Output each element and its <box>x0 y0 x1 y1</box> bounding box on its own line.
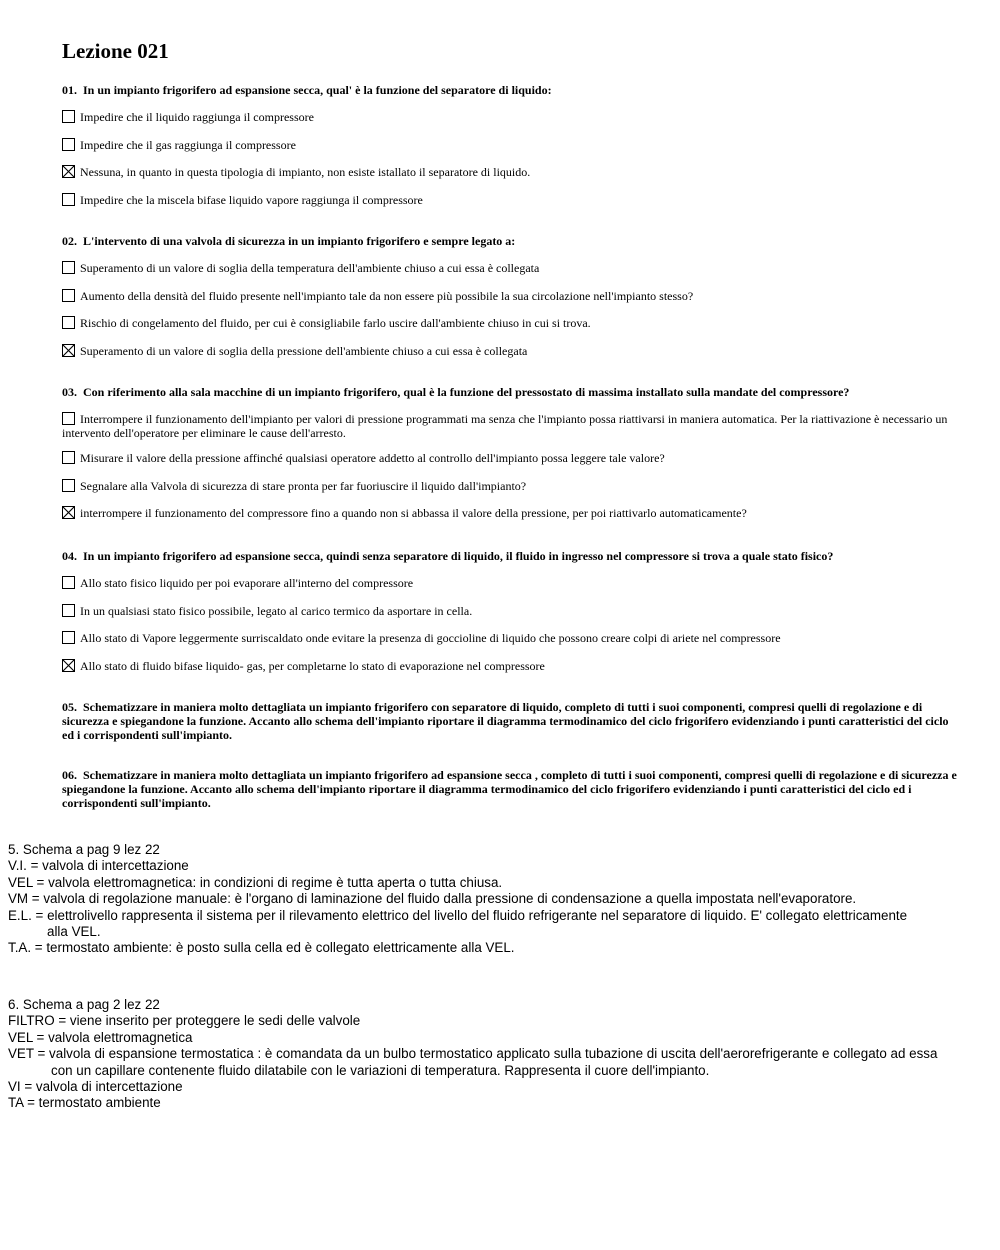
answer-option <box>62 412 962 440</box>
question-text <box>62 234 962 248</box>
note-line: VM = valvola di regolazione manuale: è l'organo di laminazione del fluido dalla pressione di condensazione a quella impostata nell'evaporatore. <box>8 891 857 907</box>
checkbox[interactable] <box>62 110 75 123</box>
option-label: Misurare il valore della pressione affinché qualsiasi operatore addetto al controllo dell'impianto possa leggere tale valore? <box>80 451 665 465</box>
checkbox[interactable] <box>62 604 75 617</box>
question-prompt: L'intervento di una valvola di sicurezza in un impianto frigorifero e sempre legato a: <box>83 234 516 248</box>
note-line: VEL = valvola elettromagnetica <box>8 1029 193 1045</box>
question-06 <box>62 768 962 823</box>
question-prompt: Con riferimento alla sala macchine di un impianto frigorifero, qual è la funzione del pressostato di massima installato sulla mandate del compressore? <box>83 385 850 399</box>
question-text <box>62 768 962 810</box>
option-label: Nessuna, in quanto in questa tipologia di impianto, non esiste istallato il separatore di liquido. <box>80 165 531 179</box>
option-label: Superamento di un valore di soglia della pressione dell'ambiente chiuso a cui essa è collegata <box>80 343 528 358</box>
answer-option <box>62 631 962 645</box>
cross-mark-icon <box>63 660 74 671</box>
checkbox[interactable] <box>62 479 75 492</box>
answer-option <box>62 193 962 207</box>
checkbox[interactable] <box>62 138 75 151</box>
question-number: 04. <box>62 549 77 563</box>
option-label: Aumento della densità del fluido presente nell'impianto tale da non essere più possibile la sua circolazione nell'impianto stesso? <box>80 288 694 303</box>
checkbox-checked[interactable] <box>62 659 75 672</box>
question-text <box>62 549 962 563</box>
cross-mark-icon <box>63 166 74 177</box>
note-line: V.I. = valvola di intercettazione <box>8 858 189 874</box>
checkbox-checked[interactable] <box>62 506 75 519</box>
question-number: 02. <box>62 234 77 248</box>
question-05 <box>62 700 962 755</box>
question-number: 01. <box>62 83 77 97</box>
option-label: Interrompere il funzionamento dell'impianto per valori di pressione programmati ma senza che l'impianto possa riattivarsi in maniera automatica. Per la riattivazione è necessario un intervento dell'operatore per eliminare le cause dell'arresto. <box>62 412 948 440</box>
question-prompt: In un impianto frigorifero ad espansione secca, qual' è la funzione del separatore di liquido: <box>83 83 552 97</box>
answer-option <box>62 604 962 618</box>
question-number: 06. <box>62 768 77 782</box>
answer-option <box>62 479 962 493</box>
cross-mark-icon <box>63 507 74 518</box>
note-line-continuation: alla VEL. <box>47 924 101 940</box>
checkbox-checked[interactable] <box>62 344 75 357</box>
question-04 <box>62 549 962 686</box>
question-number: 03. <box>62 385 77 399</box>
page-title: Lezione 021 <box>62 39 169 63</box>
checkbox[interactable] <box>62 316 75 329</box>
option-label: Allo stato fisico liquido per poi evaporare all'interno del compressore <box>80 576 414 590</box>
answer-option <box>62 165 962 179</box>
answer-option <box>62 659 962 673</box>
note-line: FILTRO = viene inserito per proteggere le sedi delle valvole <box>8 1013 361 1029</box>
notes-heading: 6. Schema a pag 2 lez 22 <box>8 997 160 1012</box>
cross-mark-icon <box>63 345 74 356</box>
answer-option <box>62 316 962 330</box>
note-line: T.A. = termostato ambiente: è posto sulla cella ed è collegato elettricamente alla VEL. <box>8 940 515 956</box>
question-text <box>62 83 962 97</box>
note-line: VEL = valvola elettromagnetica: in condizioni di regime è tutta aperta o tutta chiusa. <box>8 874 503 890</box>
question-text <box>62 700 962 742</box>
checkbox[interactable] <box>62 631 75 644</box>
checkbox[interactable] <box>62 576 75 589</box>
question-prompt: Schematizzare in maniera molto dettagliata un impianto frigorifero ad espansione secca , completo di tutti i suoi componenti, compresi quelli di regolazione e di sicurezza e spiegandone la funzione. Accanto allo schema dell'impianto riportare il diagramma termodinamico del ciclo frigorifero evidenziando i punti caratteristici del ciclo ed i corrispondenti sull'impianto. <box>62 768 957 810</box>
option-label: interrompere il funzionamento del compressore fino a quando non si abbassa il valore della pressione, per poi riattivarlo automaticamente? <box>80 506 747 520</box>
question-02 <box>62 234 962 371</box>
option-label: Superamento di un valore di soglia della temperatura dell'ambiente chiuso a cui essa è collegata <box>80 261 540 275</box>
question-prompt: In un impianto frigorifero ad espansione secca, quindi senza separatore di liquido, il fluido in ingresso nel compressore si trova a quale stato fisico? <box>83 549 834 563</box>
answer-option <box>62 261 962 275</box>
note-line: VI = valvola di intercettazione <box>8 1079 183 1095</box>
note-line: TA = termostato ambiente <box>8 1095 161 1111</box>
notes-heading: 5. Schema a pag 9 lez 22 <box>8 842 160 857</box>
question-text <box>62 385 962 399</box>
notes-section-6 <box>8 997 1000 1112</box>
option-label: Allo stato di fluido bifase liquido- gas, per completarne lo stato di evaporazione nel compressore <box>80 658 545 673</box>
answer-option <box>62 506 962 520</box>
option-label: Impedire che il gas raggiunga il compressore <box>80 137 296 152</box>
option-label: Impedire che la miscela bifase liquido vapore raggiunga il compressore <box>80 192 423 207</box>
checkbox[interactable] <box>62 261 75 274</box>
option-label: Rischio di congelamento del fluido, per cui è consigliabile farlo uscire dall'ambiente chiuso in cui si trova. <box>80 316 591 330</box>
note-line: E.L. = elettrolivello rappresenta il sistema per il rilevamento elettrico del livello del fluido refrigerante nel separatore di liquido. E' collegato elettricamente <box>8 907 908 923</box>
answer-option <box>62 110 962 124</box>
option-label: Allo stato di Vapore leggermente surriscaldato onde evitare la presenza di goccioline di liquido che possono creare colpi di ariete nel compressore <box>80 631 781 645</box>
note-line: VET = valvola di espansione termostatica : è comandata da un bulbo termostatico applicato sulla tubazione di uscita dell'aerorefrigerante e collegato ad essa <box>8 1046 938 1062</box>
notes-section-5 <box>8 842 1000 957</box>
checkbox[interactable] <box>62 451 75 464</box>
question-prompt: Schematizzare in maniera molto dettagliata un impianto frigorifero con separatore di liquido, completo di tutti i suoi componenti, compresi quelli di regolazione e di sicurezza e spiegandone la funzione. Accanto allo schema dell'impianto riportare il diagramma termodinamico del ciclo frigorifero evidenziando i punti caratteristici del ciclo ed i corrispondenti sull'impianto. <box>62 700 949 742</box>
option-label: Segnalare alla Valvola di sicurezza di stare pronta per far fuoriuscire il liquido dall'impianto? <box>80 478 527 493</box>
option-label: Impedire che il liquido raggiunga il compressore <box>80 110 314 124</box>
question-01 <box>62 83 962 220</box>
answer-option <box>62 344 962 358</box>
answer-option <box>62 289 962 303</box>
option-label: In un qualsiasi stato fisico possibile, legato al carico termico da asportare in cella. <box>80 603 473 618</box>
checkbox-checked[interactable] <box>62 165 75 178</box>
checkbox[interactable] <box>62 289 75 302</box>
note-line-continuation: con un capillare contenente fluido dilatabile con le variazioni di temperatura. Rappresenta il cuore dell'impianto. <box>51 1062 710 1078</box>
answer-option <box>62 138 962 152</box>
answer-option <box>62 451 962 465</box>
checkbox[interactable] <box>62 412 75 425</box>
answer-option <box>62 576 962 590</box>
question-03 <box>62 385 962 534</box>
checkbox[interactable] <box>62 193 75 206</box>
question-number: 05. <box>62 700 77 714</box>
